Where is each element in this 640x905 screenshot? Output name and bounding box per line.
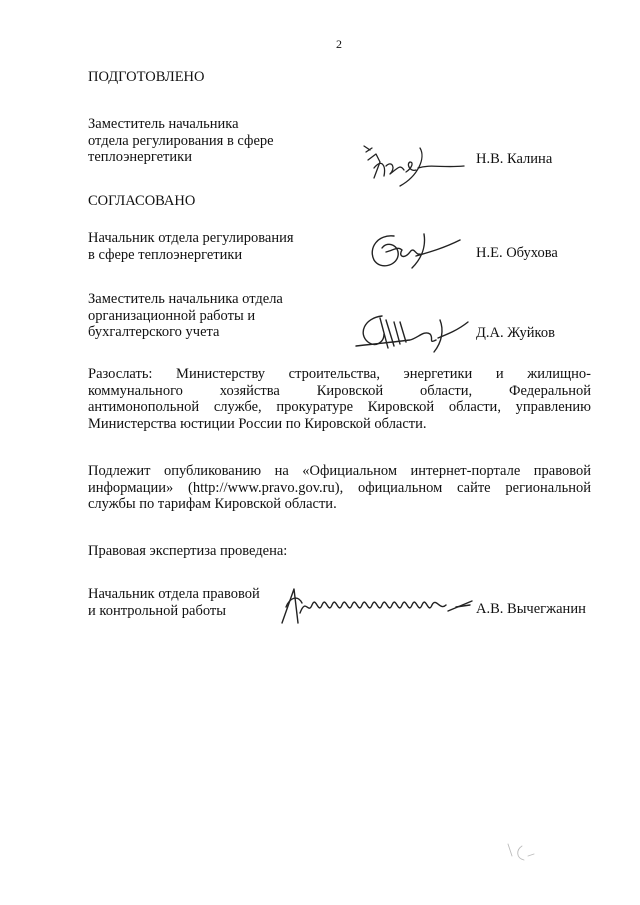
agreed-signer-1-name: Н.Е. Обухова [476,245,558,261]
agreed-heading: СОГЛАСОВАНО [88,193,196,209]
signature-kalina [360,138,470,190]
publication-paragraph [88,463,591,513]
legal-review-statement: Правовая экспертиза проведена: [88,543,288,559]
paragraph-line: антимонопольной службе, прокуратуре Кировской области, управлению [88,399,591,415]
prepared-name: Н.В. Калина [476,151,553,167]
prepared-position [88,116,274,166]
page-number: 2 [336,37,342,51]
paragraph-line: информации» (http://www.pravo.gov.ru), официальном сайте региональной [88,479,591,496]
paragraph-line: службы по тарифам Кировской области. [88,496,337,512]
position-line: организационной работы и [88,307,256,324]
legal-review-name: А.В. Вычегжанин [476,601,586,617]
position-line: Заместитель начальника [88,116,239,132]
paragraph-line: Подлежит опубликованию на «Официальном интернет-портале правовой [88,463,591,479]
faint-mark [502,838,542,868]
position-line: Начальник отдела регулирования [88,230,294,246]
signature-zhuikov [354,308,472,356]
legal-review-position [88,586,260,619]
prepared-heading: ПОДГОТОВЛЕНО [88,69,205,85]
paragraph-line: коммунального хозяйства Кировской области, Федеральной [88,382,591,399]
position-line: бухгалтерского учета [88,324,220,340]
position-line: Начальник отдела правовой [88,586,260,602]
paragraph-line: Министерства юстиции России по Кировской области. [88,415,427,432]
position-line: и контрольной работы [88,602,226,619]
distribution-paragraph [88,366,591,432]
paragraph-line: Разослать: Министерству строительства, энергетики и жилищно- [88,366,591,382]
agreed-signer-1-position [88,230,294,263]
signature-obukhova [364,226,464,274]
agreed-signer-2-position [88,291,283,341]
position-line: теплоэнергетики [88,149,192,165]
position-line: в сфере теплоэнергетики [88,246,243,263]
position-line: Заместитель начальника отдела [88,291,283,307]
agreed-signer-2-name: Д.А. Жуйков [476,325,555,341]
position-line: отдела регулирования в сфере [88,132,274,149]
signature-vychegzhanin [276,583,476,629]
